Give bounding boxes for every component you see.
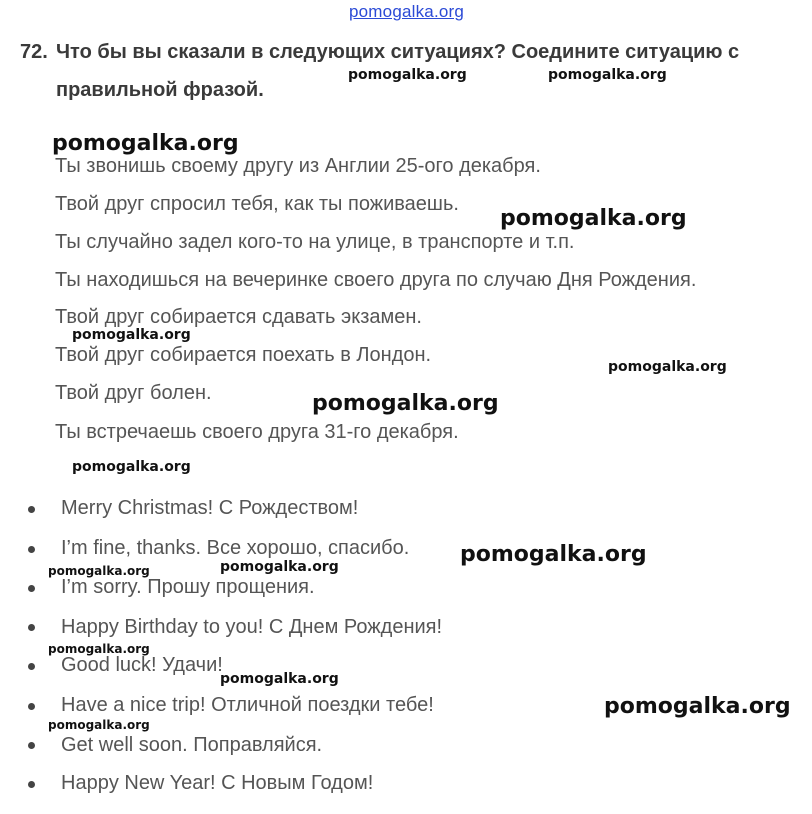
watermark: pomogalka.org (460, 542, 647, 567)
bullet-icon (28, 663, 35, 670)
bullet-icon (28, 781, 35, 788)
bullet-icon (28, 703, 35, 710)
situation-item: Твой друг спросил тебя, как ты поживаешь. (55, 193, 459, 215)
situation-item: Ты встречаешь своего друга 31-го декабря. (55, 421, 459, 443)
watermark: pomogalka.org (608, 359, 727, 375)
exercise-question-line2: правильной фразой. (56, 79, 264, 101)
situation-item: Твой друг болен. (55, 382, 212, 404)
watermark: pomogalka.org (220, 559, 339, 575)
watermark: pomogalka.org (48, 718, 150, 732)
phrase-item: Merry Christmas! С Рождеством! (61, 497, 359, 519)
watermark: pomogalka.org (48, 564, 150, 578)
phrase-item: Good luck! Удачи! (61, 654, 223, 676)
watermark: pomogalka.org (72, 459, 191, 475)
bullet-icon (28, 546, 35, 553)
phrase-item: Happy Birthday to you! С Днем Рождения! (61, 616, 443, 638)
situation-item: Ты случайно задел кого-то на улице, в транспорте и т.п. (55, 231, 575, 253)
watermark: pomogalka.org (220, 671, 339, 687)
exercise-question-line1: Что бы вы сказали в следующих ситуациях? Соедините ситуацию с (56, 41, 740, 63)
watermark: pomogalka.org (52, 131, 239, 156)
watermark: pomogalka.org (604, 694, 791, 719)
watermark: pomogalka.org (312, 391, 499, 416)
watermark: pomogalka.org (500, 206, 687, 231)
site-link[interactable]: pomogalka.org (349, 2, 465, 21)
watermark: pomogalka.org (72, 327, 191, 343)
watermark: pomogalka.org (48, 642, 150, 656)
phrase-item: I’m sorry. Прошу прощения. (61, 576, 315, 598)
phrase-item: I’m fine, thanks. Все хорошо, спасибо. (61, 537, 410, 559)
situation-item: Твой друг собирается сдавать экзамен. (55, 306, 422, 328)
phrase-item: Have a nice trip! Отличной поездки тебе! (61, 694, 434, 716)
bullet-icon (28, 624, 35, 631)
bullet-icon (28, 585, 35, 592)
phrase-item: Get well soon. Поправляйся. (61, 734, 323, 756)
bullet-icon (28, 506, 35, 513)
watermark: pomogalka.org (348, 67, 467, 83)
exercise-number: 72. (20, 41, 48, 63)
situation-item: Ты звонишь своему другу из Англии 25-ого декабря. (55, 155, 541, 177)
situation-item: Твой друг собирается поехать в Лондон. (55, 344, 432, 366)
phrase-item: Happy New Year! С Новым Годом! (61, 772, 374, 794)
bullet-icon (28, 742, 35, 749)
situation-item: Ты находишься на вечеринке своего друга по случаю Дня Рождения. (55, 269, 697, 291)
watermark: pomogalka.org (548, 67, 667, 83)
